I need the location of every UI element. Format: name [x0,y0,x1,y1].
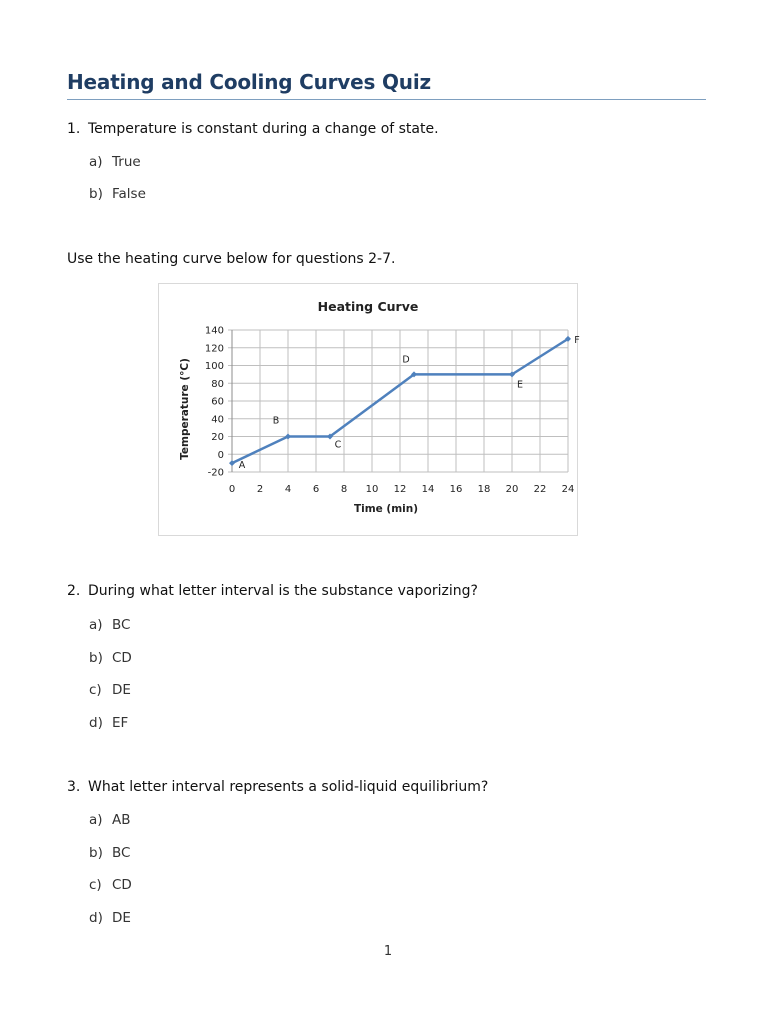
option-text: BC [112,617,131,633]
x-tick-label: 0 [228,484,236,495]
x-tick-label: 12 [393,484,407,495]
y-tick-label: 80 [211,378,224,390]
point-label: C [334,439,342,451]
y-tick-label: 100 [204,361,224,372]
option-letter: d) [89,910,103,926]
option-text: BC [112,845,131,861]
question-1 [67,121,439,137]
y-tick-label: 40 [211,414,224,426]
option-letter: a) [89,812,103,828]
x-tick-label: 20 [505,484,519,495]
question-text: Temperature is constant during a change of state. [88,121,439,137]
y-tick-label: 0 [217,449,224,461]
question-3-option-d [89,910,131,926]
x-axis-label: Time (min) [353,503,419,515]
x-tick-label: 10 [365,484,379,495]
question-3-option-a [89,812,131,828]
option-text: DE [112,910,131,926]
x-tick-label: 6 [312,484,320,495]
point-label: E [516,379,524,391]
option-letter: c) [89,877,102,893]
chart-instruction: Use the heating curve below for questions 2-7. [67,251,396,267]
y-tick-label: 120 [204,343,224,355]
option-text: AB [112,812,131,828]
chart-title: Heating Curve [317,299,419,314]
option-text: CD [112,877,132,893]
point-label: B [272,415,280,427]
point-label: F [574,334,580,346]
question-1-option-b [89,186,146,202]
y-tick-label: 60 [211,396,224,408]
question-number: 2. [67,583,81,599]
question-2-option-a [89,617,130,633]
y-tick-label: 140 [204,325,224,337]
y-tick-label: 20 [211,432,224,443]
option-letter: b) [89,650,103,666]
option-letter: a) [89,154,103,170]
question-2-option-d [89,715,128,731]
question-text: During what letter interval is the substance vaporizing? [88,583,478,599]
x-tick-label: 24 [561,484,575,495]
x-tick-label: 4 [284,484,292,495]
option-text: CD [112,650,132,666]
point-label: D [402,354,410,366]
x-tick-label: 8 [340,484,348,495]
question-2-option-b [89,650,132,666]
y-tick-label: -20 [207,467,224,479]
option-letter: a) [89,617,103,633]
option-text: False [112,186,146,202]
question-1-option-a [89,154,141,170]
option-letter: b) [89,186,103,202]
point-label: A [238,460,246,472]
question-3 [67,779,488,795]
question-2 [67,583,478,599]
question-number: 1. [67,121,81,137]
question-number: 3. [67,779,81,795]
x-tick-label: 16 [449,484,463,495]
question-3-option-b [89,845,130,861]
option-letter: b) [89,845,103,861]
title-underline [67,99,706,100]
option-letter: c) [89,682,102,698]
x-tick-label: 2 [256,484,264,495]
option-letter: d) [89,715,103,731]
x-tick-label: 22 [533,484,547,495]
x-tick-label: 18 [477,484,491,495]
question-3-option-c [89,877,132,893]
heating-curve-chart [158,283,578,536]
page-number: 1 [383,944,393,959]
page-title: Heating and Cooling Curves Quiz [67,70,431,94]
heating-curve-svg [159,284,580,535]
option-text: True [112,154,141,170]
x-tick-label: 14 [421,484,435,495]
option-text: EF [112,715,129,731]
question-text: What letter interval represents a solid-liquid equilibrium? [88,779,489,795]
question-2-option-c [89,682,131,698]
option-text: DE [112,682,131,698]
y-axis-label: Temperature (°C) [179,358,191,460]
